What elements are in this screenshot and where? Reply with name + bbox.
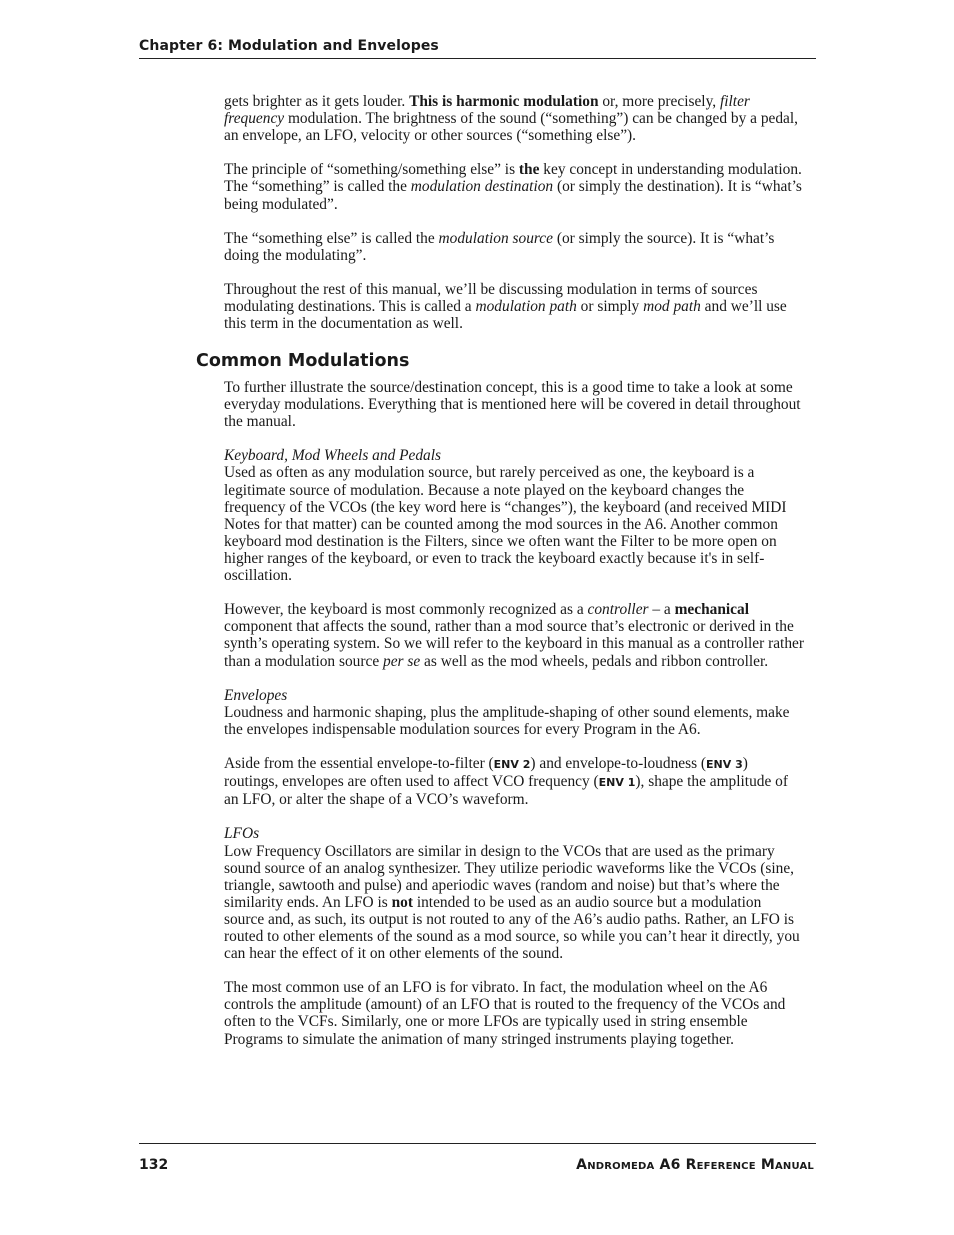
paragraph-keyboard-source: Used as often as any modulation source, but rarely perceived as one, the keyboard is a legitimate source of modulation. Because a note played on the keyboard changes the frequency of the VCOs (the key word here is “changes”), the keyboard (and received MIDI Notes for that matter) can be counted among the mod sources in the A6. Another common keyboard mod destination is the Filters, since we often want the Filter to be more open on higher ranges of the keyboard, or even to track the keyboard exactly because it's in self-oscillation.	[224, 464, 787, 585]
section-intro: To further illustrate the source/destination concept, this is a good time to take a look at some everyday modulations. Everything that is mentioned here will be covered in detail throughout the manual.	[224, 379, 801, 431]
env-1-tag: ENV 1	[598, 776, 636, 790]
section-heading: Common Modulations	[196, 351, 410, 371]
env-3-tag: ENV 3	[706, 758, 743, 772]
italic-term: mod path	[643, 298, 701, 316]
bold-term: the	[518, 161, 540, 179]
paragraph-envelopes: Loudness and harmonic shaping, plus the amplitude-shaping of other sound elements, make the envelopes indispensable modulation sources for every Program in the A6.	[224, 703, 790, 738]
italic-term: filter frequency	[224, 93, 750, 128]
subheading-envelopes: Envelopes	[224, 686, 288, 704]
paragraph-keyboard-controller: However, the keyboard is most commonly recognized as a controller – a mechanical component that affects the sound, rather than a mod source that’s electronic or derived in the synth’s operating system. So we will refer to the keyboard in this manual as a controller rather than a modulation source per se as well as the mod wheels, pedals and ribbon controller.	[224, 601, 804, 670]
manual-title: Andromeda A6 Reference Manual	[576, 1157, 814, 1173]
subheading-lfos: LFOs	[224, 825, 260, 843]
header-rule	[139, 58, 816, 59]
page-number: 132	[139, 1157, 169, 1173]
intro-text	[224, 93, 804, 349]
env-2-tag: ENV 2	[493, 758, 531, 772]
bold-term: mechanical	[674, 601, 749, 619]
section-text	[224, 379, 804, 1065]
italic-term: per se	[383, 652, 421, 670]
paragraph-modulation-source: The “something else” is called the modulation source (or simply the source). It is “what’s doing the modulating”.	[224, 229, 775, 264]
paragraph-lfo-vibrato: The most common use of an LFO is for vibrato. In fact, the modulation wheel on the A6 controls the amplitude (amount) of an LFO that is routed to the frequency of the VCOs and often to the VCFs. Similarly, one or more LFOs are typically used in string ensemble Programs to simulate the animation of many stringed instruments playing together.	[224, 979, 786, 1048]
footer-rule	[139, 1143, 816, 1144]
italic-term: modulation source	[438, 229, 553, 247]
running-header: Chapter 6: Modulation and Envelopes	[139, 38, 439, 54]
paragraph-modulation-path: Throughout the rest of this manual, we’ll be discussing modulation in terms of sources modulating destinations. This is called a modulation path or simply mod path and we’ll use this term in the documentation as well.	[224, 281, 787, 333]
paragraph-lfos: Low Frequency Oscillators are similar in design to the VCOs that are used as the primary sound source of an analog synthesizer. They utilize periodic waveforms like the VCOs (sine, triangle, sawtooth and pulse) and aperiodic waves (random and noise) but that’s where the similarity ends. An LFO is not intended to be used as an audio source but a modulation source and, as such, its output is not routed to any of the A6’s audio paths. Rather, an LFO is routed to other elements of the sound as a mod source, so while you can’t hear it directly, you can hear the effect of it on other elements of the sound.	[224, 842, 800, 963]
bold-term: This is harmonic modulation	[409, 93, 599, 110]
bold-term: not	[391, 893, 413, 911]
paragraph-envelope-routings: Aside from the essential envelope-to-filter (ENV 2) and envelope-to-loudness (ENV 3) routings, envelopes are often used to affect VCO frequency (ENV 1), shape the amplitude of an LFO, or alter the shape of a VCO’s waveform.	[224, 755, 788, 809]
italic-term: modulation path	[475, 298, 577, 316]
paragraph-harmonic-modulation: gets brighter as it gets louder. This is harmonic modulation or, more precisely, filter frequency modulation. The brightness of the sound (“something”) can be changed by a pedal, an envelope, an LFO, velocity or other sources (“something else”).	[224, 93, 798, 145]
subheading-keyboard: Keyboard, Mod Wheels and Pedals	[224, 447, 441, 465]
paragraph-modulation-destination: The principle of “something/something else” is the key concept in understanding modulation. The “something” is called the modulation destination (or simply the destination). It is “what’s being modulated”.	[224, 161, 802, 213]
italic-term: modulation destination	[410, 178, 554, 196]
italic-term: controller	[587, 601, 649, 619]
